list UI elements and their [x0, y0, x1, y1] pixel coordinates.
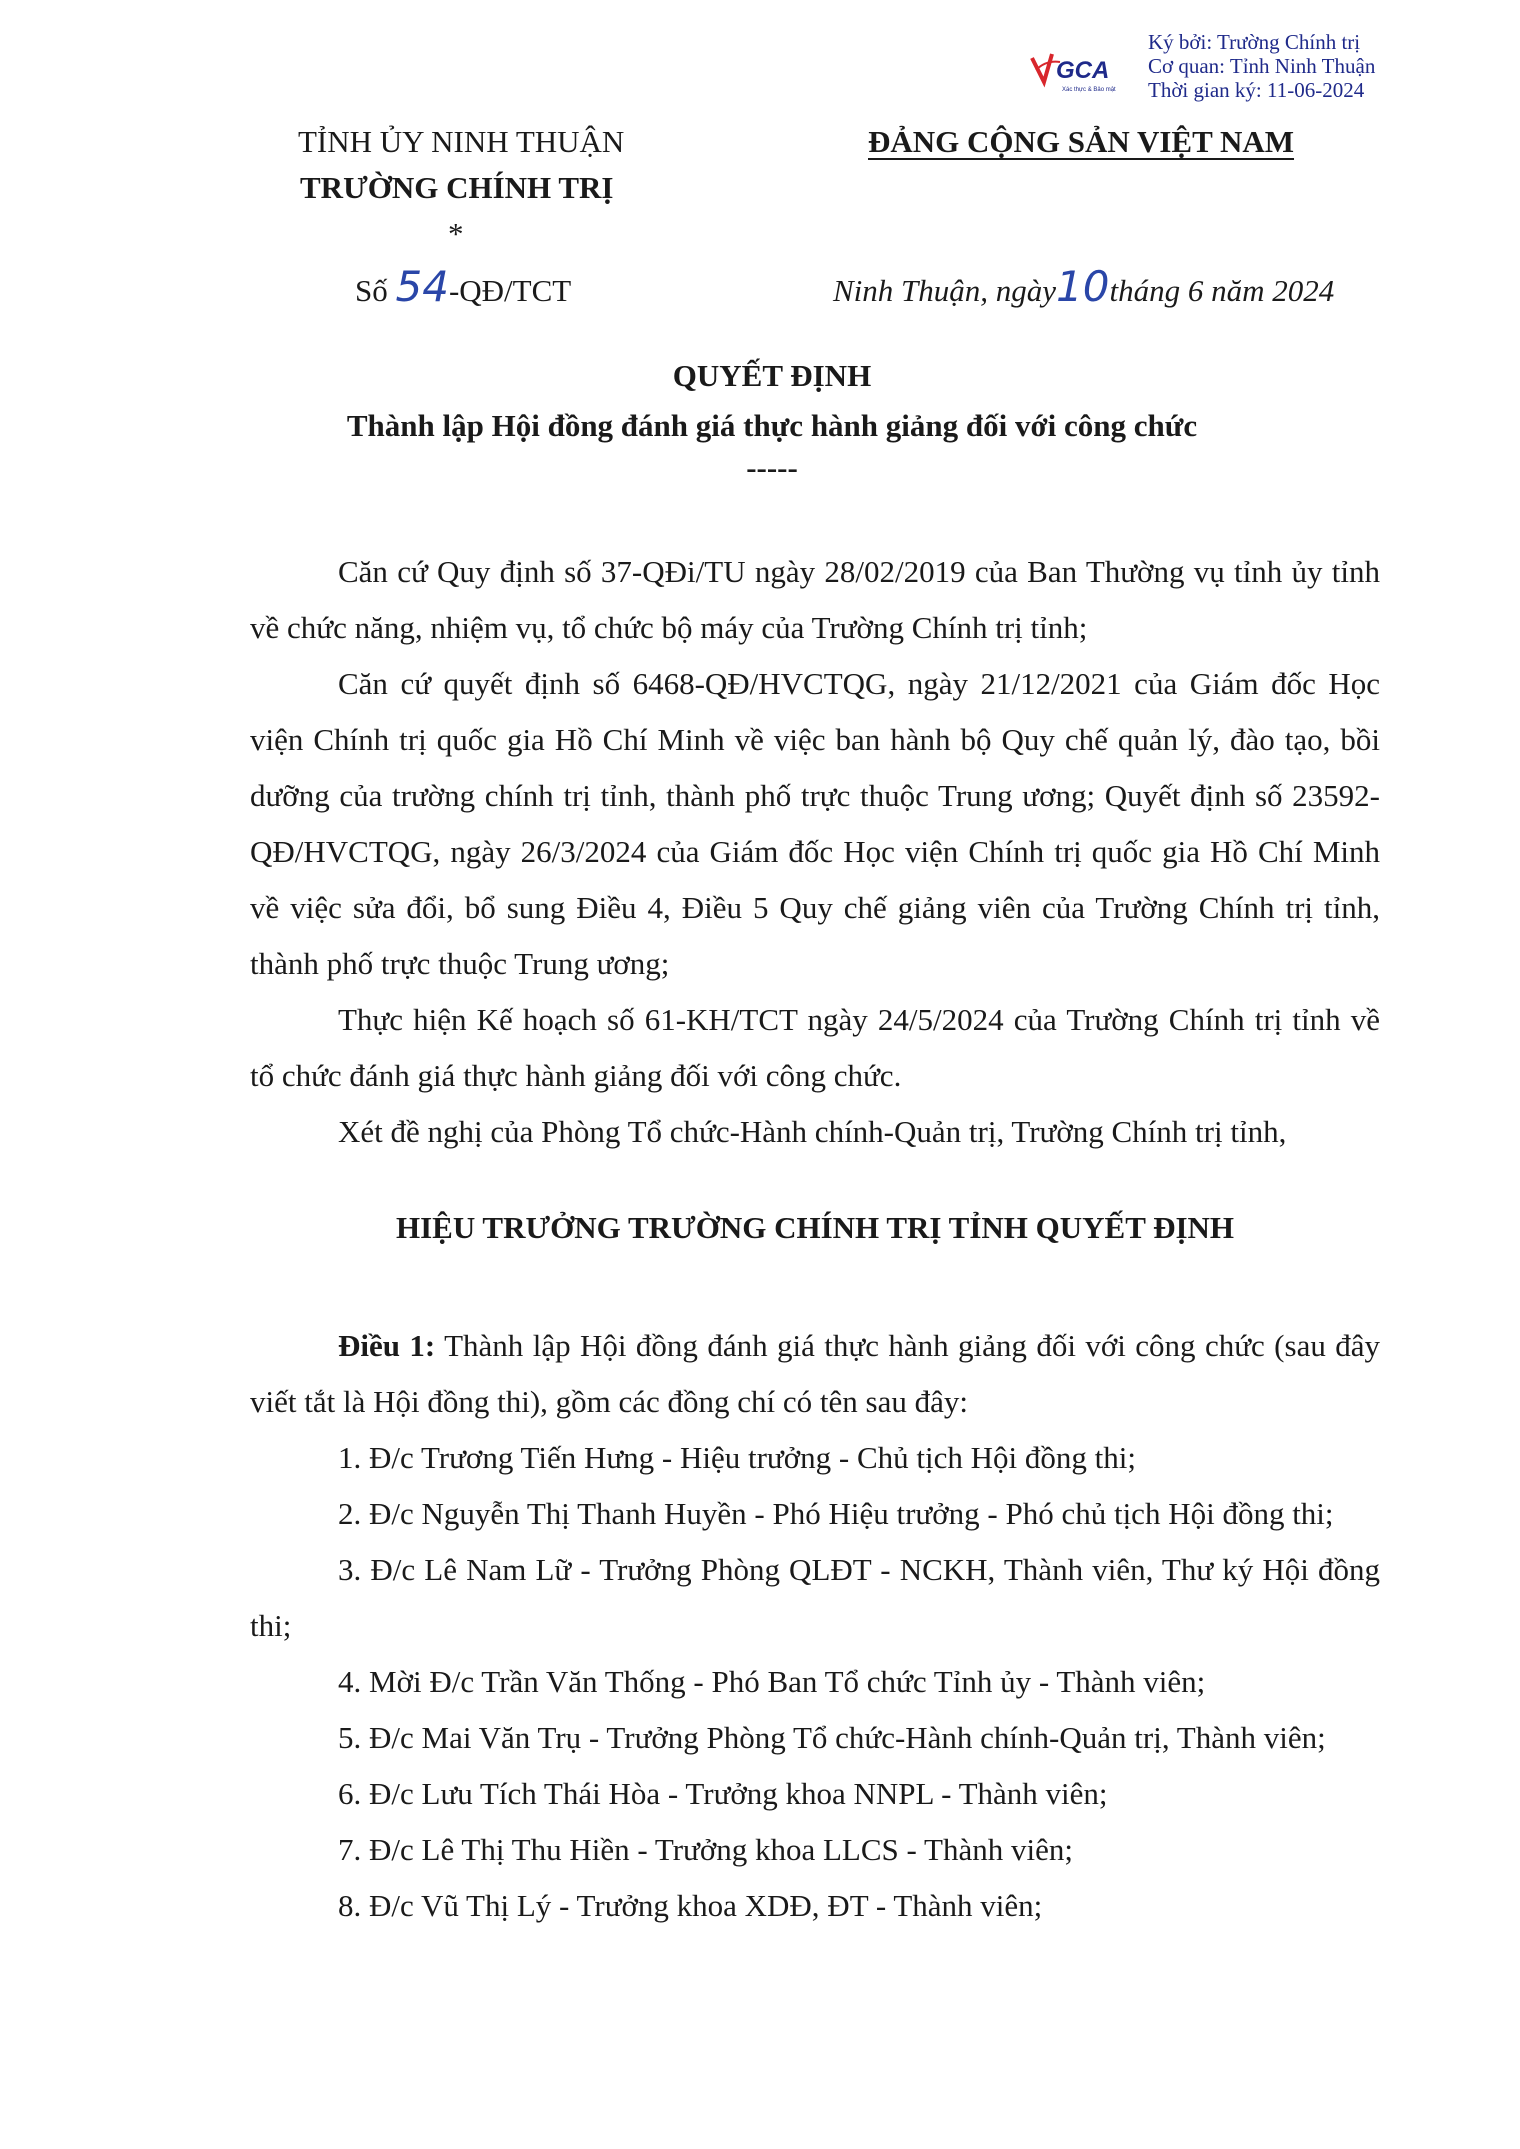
- preamble-paragraph: Thực hiện Kế hoạch số 61-KH/TCT ngày 24/5/2024 của Trường Chính trị tỉnh về tổ chức đánh giá thực hành giảng đối với công chức.: [250, 1002, 1380, 1093]
- document-date: [833, 262, 1334, 311]
- article-1-label: Điều 1:: [338, 1328, 436, 1363]
- date-suffix: tháng 6 năm 2024: [1109, 273, 1335, 308]
- preamble-paragraph: Xét đề nghị của Phòng Tổ chức-Hành chính-Quản trị, Trường Chính trị tỉnh,: [338, 1114, 1287, 1149]
- signature-agency: Cơ quan: Tỉnh Ninh Thuận: [1148, 54, 1376, 78]
- org-name: TRƯỜNG CHÍNH TRỊ: [300, 170, 614, 205]
- number-suffix: -QĐ/TCT: [448, 273, 572, 308]
- member-item: 2. Đ/c Nguyễn Thị Thanh Huyền - Phó Hiệu trưởng - Phó chủ tịch Hội đồng thi;: [338, 1496, 1334, 1531]
- article-1: [250, 1318, 1380, 1934]
- document-title: QUYẾT ĐỊNH: [672, 358, 872, 393]
- header-star: *: [448, 216, 464, 251]
- date-prefix: Ninh Thuận, ngày: [833, 273, 1057, 308]
- svg-text:GCA: GCA: [1056, 57, 1110, 84]
- org-parent: TỈNH ỦY NINH THUẬN: [298, 124, 625, 159]
- member-item: 7. Đ/c Lê Thị Thu Hiền - Trưởng khoa LLCS - Thành viên;: [338, 1832, 1073, 1867]
- member-item: 6. Đ/c Lưu Tích Thái Hòa - Trưởng khoa NNPL - Thành viên;: [338, 1776, 1108, 1811]
- preamble-paragraph: Căn cứ Quy định số 37-QĐi/TU ngày 28/02/2019 của Ban Thường vụ tỉnh ủy tỉnh về chức năng, nhiệm vụ, tổ chức bộ máy của Trường Chính trị tỉnh;: [250, 554, 1380, 645]
- number-handwritten: 54: [395, 262, 449, 311]
- date-day-handwritten: 10: [1056, 262, 1110, 311]
- title-divider: -----: [746, 450, 798, 485]
- document-number: [355, 262, 571, 311]
- signature-time: Thời gian ký: 11-06-2024: [1148, 78, 1365, 102]
- member-item: 1. Đ/c Trương Tiến Hưng - Hiệu trưởng - Chủ tịch Hội đồng thi;: [338, 1440, 1136, 1475]
- preamble: [250, 544, 1380, 1160]
- member-item: 3. Đ/c Lê Nam Lữ - Trưởng Phòng QLĐT - NCKH, Thành viên, Thư ký Hội đồng thi;: [250, 1552, 1380, 1643]
- member-item: 5. Đ/c Mai Văn Trụ - Trưởng Phòng Tổ chức-Hành chính-Quản trị, Thành viên;: [338, 1720, 1326, 1755]
- svg-text:Xác thực & Bảo mật: Xác thực & Bảo mật: [1062, 87, 1116, 93]
- party-name: ĐẢNG CỘNG SẢN VIỆT NAM: [868, 124, 1295, 159]
- article-1-intro: [250, 1318, 1380, 1430]
- vgca-logo: [1030, 48, 1130, 96]
- document-subtitle: Thành lập Hội đồng đánh giá thực hành giảng đối với công chức: [346, 408, 1198, 443]
- preamble-paragraph: Căn cứ quyết định số 6468-QĐ/HVCTQG, ngày 21/12/2021 của Giám đốc Học viện Chính trị quốc gia Hồ Chí Minh về việc ban hành bộ Quy chế quản lý, đào tạo, bồi dưỡng của trường chính trị tỉnh, thành phố trực thuộc Trung ương; Quyết định số 23592-QĐ/HVCTQG, ngày 26/3/2024 của Giám đốc Học viện Chính trị quốc gia Hồ Chí Minh về việc sửa đổi, bổ sung Điều 4, Điều 5 Quy chế giảng viên của Trường Chính trị tỉnh, thành phố trực thuộc Trung ương;: [250, 666, 1380, 981]
- article-1-text: Thành lập Hội đồng đánh giá thực hành giảng đối với công chức (sau đây viết tắt là Hội đồng thi), gồm các đồng chí có tên sau đây:: [250, 1328, 1380, 1419]
- member-item: 8. Đ/c Vũ Thị Lý - Trưởng khoa XDĐ, ĐT - Thành viên;: [338, 1888, 1043, 1923]
- decision-heading: HIỆU TRƯỞNG TRƯỜNG CHÍNH TRỊ TỈNH QUYẾT ĐỊNH: [396, 1210, 1235, 1245]
- member-item: 4. Mời Đ/c Trần Văn Thống - Phó Ban Tổ chức Tỉnh ủy - Thành viên;: [338, 1664, 1206, 1699]
- number-prefix: Số: [355, 273, 388, 308]
- signature-signed-by: Ký bởi: Trường Chính trị: [1148, 30, 1361, 54]
